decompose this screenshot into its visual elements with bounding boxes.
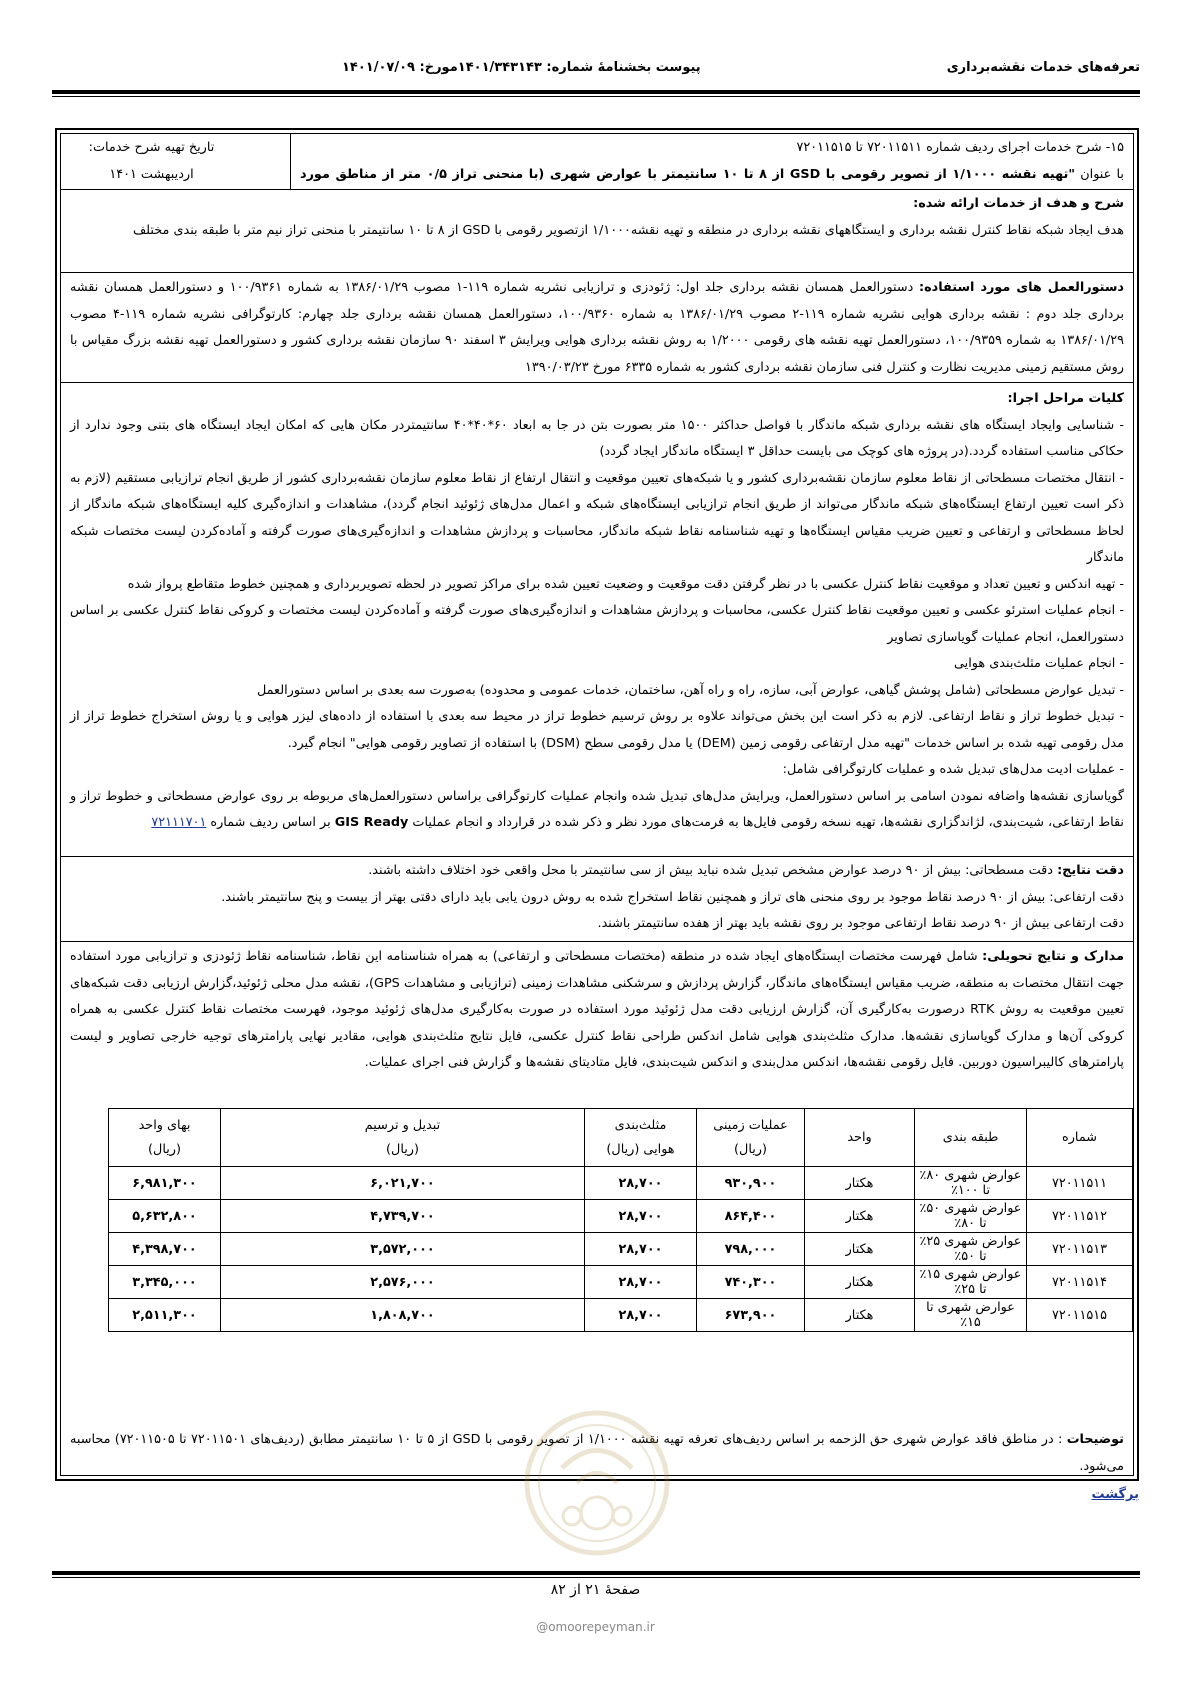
row-link[interactable]: ۷۲۱۱۱۷۰۱ — [151, 815, 207, 830]
cell-unit: هکتار — [805, 1299, 915, 1332]
header-aero — [585, 1109, 697, 1167]
cell-unit: هکتار — [805, 1167, 915, 1200]
step-item: - عملیات ادیت مدل‌های تبدیل شده و عملیات کارتوگرافی شامل: — [782, 762, 1124, 777]
circular-reference: پیوست بخشنامهٔ شماره: ۱۴۰۱/۳۴۳۱۴۳مورخ: ۱۴۰۱/۰۷/۰۹ — [342, 60, 701, 75]
site-address: @omoorepeyman.ir — [536, 1620, 655, 1634]
date-value: اردیبهشت ۱۴۰۱ — [109, 167, 194, 182]
accuracy-text: دقت مسطحاتی: بیش از ۹۰ درصد عوارض مشخص تبدیل شده نباید بیش از سی سانتیمتر با محل واقعی خود اختلاف داشته باشند. — [368, 863, 1058, 878]
step-item-cartography — [70, 784, 1124, 837]
table-row — [109, 1167, 1133, 1200]
cell-ground: ۶۷۳,۹۰۰ — [697, 1299, 805, 1332]
notes-text: : در مناطق فاقد عوارض شهری حق الزحمه بر اساس ردیف‌های تعرفه تهیه نقشه ۱/۱۰۰۰ از تصویر رقومی با GSD از ۵ تا ۱۰ سانتیمتر مطابق (ردیف‌های ۷۲۰۱۱۵۰۱ تا ۷۲۰۱۱۵۰۵) محاسبه می‌شود. — [70, 1431, 1124, 1474]
header-unit: واحد — [805, 1109, 915, 1167]
header-convert-line2: (ریال) — [386, 1141, 419, 1157]
step-item: - انجام عملیات استرئو عکسی و تعیین موقعیت نقاط کنترل عکسی، محاسبات و پردازش مشاهدات و اندازه‌گیری‌های صورت گرفته و آماده‌کردن لیست مختصات و کروکی نقاط کنترل عکسی بر اساس دستورالعمل، انجام عملیات گویاسازی تصاویر — [70, 603, 1124, 645]
cell-price: ۲,۵۱۱,۳۰۰ — [109, 1299, 221, 1332]
cell-ground: ۸۶۴,۴۰۰ — [697, 1200, 805, 1233]
service-title — [290, 134, 1133, 190]
cell-convert: ۲,۵۷۶,۰۰۰ — [221, 1266, 585, 1299]
notes-heading: توضیحات — [1066, 1431, 1124, 1447]
service-title-line2 — [300, 161, 1124, 190]
notes-paragraph — [70, 1426, 1124, 1480]
footer-rule — [52, 1571, 1140, 1575]
cell-price: ۴,۳۹۸,۷۰۰ — [109, 1233, 221, 1266]
table-row — [109, 1266, 1133, 1299]
cell-unit: هکتار — [805, 1266, 915, 1299]
header-price — [109, 1109, 221, 1167]
cell-code: ۷۲۰۱۱۵۱۵ — [1027, 1299, 1133, 1332]
page-number: صفحهٔ ۲۱ از ۸۲ — [550, 1582, 641, 1598]
cell-convert: ۴,۷۳۹,۷۰۰ — [221, 1200, 585, 1233]
cell-aero: ۲۸,۷۰۰ — [585, 1200, 697, 1233]
instructions-text: دستورالعمل همسان نقشه برداری جلد اول: ژئودزی و ترازیابی نشریه شماره ۱۱۹-۱ مصوب ۱۳۸۶/۰۱/۲۹ به شماره ۱۰۰/۹۳۶۱ و دستورالعمل همسان نقشه برداری جلد دوم : نقشه برداری هوایی نشریه شماره ۱۱۹-۲ مصوب ۱۳۸۶/۰۱/۲۹ به شماره ۱۰۰/۹۳۶۰، دستورالعمل همسان نقشه برداری جلد چهارم: کارتوگرافی نشریه شماره ۱۱۹-۴ مصوب ۱۳۸۶/۰۱/۲۹ به شماره ۱۰۰/۹۳۵۹، دستورالعمل تهیه نقشه های رقومی ۱/۲۰۰۰ به روش نقشه برداری هوایی ویرایش ۳ اسفند ۹۰ سازمان نقشه برداری کشور و دستورالعمل تهیه نقشه بزرگ مقیاس با روش مستقیم زمینی مدیریت نظارت و کنترل فنی سازمان نقشه برداری کشور به شماره ۶۳۳۵ مورخ ۱۳۹۰/۰۳/۲۳ — [70, 280, 1125, 375]
cell-unit: هکتار — [805, 1233, 915, 1266]
cell-class: عوارض شهری ۵۰٪ تا ۸۰٪ — [915, 1200, 1027, 1233]
accuracy-line: دقت ارتفاعی: بیش از ۹۰ درصد نقاط موجود بر روی منحنی های تراز و همچنین نقاط استخراج شده به روش درون یابی باید دارای دقتی بهتر از بیست و پنج سانتیمتر باشند. — [221, 889, 1124, 905]
table-row — [109, 1200, 1133, 1233]
step-item: - تهیه اندکس و تعیین تعداد و موقعیت نقاط کنترل عکسی با در نظر گرفتن دقت موقعیت و وضعیت تعیین شده برای مراکز تصویر در لحظه تصویربرداری و همچنین خطوط متقاطع پرواز شده — [127, 576, 1124, 592]
header-convert — [221, 1109, 585, 1167]
purpose-text: هدف ایجاد شبکه نقاط کنترل نقشه برداری و ایستگاههای نقشه برداری در منطقه و تهیه نقشه۱/۱۰۰۰ ازتصویر رقومی با GSD از ۸ تا ۱۰ سانتیمتر با منحنی تراز نیم متر با طبقه بندی مختلف — [132, 222, 1124, 238]
table-row — [109, 1233, 1133, 1266]
table-header-row — [109, 1109, 1133, 1167]
accuracy-heading: دقت نتایج: — [1057, 863, 1124, 878]
cell-price: ۵,۶۳۲,۸۰۰ — [109, 1200, 221, 1233]
cell-convert: ۳,۵۷۲,۰۰۰ — [221, 1233, 585, 1266]
header-price-line2: (ریال) — [148, 1141, 181, 1157]
cell-class: عوارض شهری تا ۱۵٪ — [915, 1299, 1027, 1332]
cell-code: ۷۲۰۱۱۵۱۴ — [1027, 1266, 1133, 1299]
header-class: طبقه بندی — [915, 1109, 1027, 1167]
document-title: تعرفه‌های خدمات نقشه‌برداری — [946, 60, 1140, 75]
cell-price: ۶,۹۸۱,۳۰۰ — [109, 1167, 221, 1200]
step-item: - تبدیل عوارض مسطحاتی (شامل پوشش گیاهی، عوارض آبی، سازه، راه و راه آهن، ساختمان، خدمات عمومی و محدوده) به‌صورت سه بعدی بر اساس دستورالعمل — [256, 682, 1124, 698]
header-ground-line2: (ریال) — [734, 1141, 767, 1157]
cell-code: ۷۲۰۱۱۵۱۲ — [1027, 1200, 1133, 1233]
header-rule-thin — [52, 96, 1140, 97]
step-item: - انجام عملیات مثلث‌بندی هوایی — [954, 656, 1124, 671]
deliverables-text: شامل فهرست مختصات ایستگاه‌های ایجاد شده در منطقه (مختصات مسطحاتی و ارتفاعی) به همراه شناسنامه این نقاط، شناسنامه نقاط ژئودزی و ترازیابی مورد استفاده جهت انتقال مختصات به منطقه، ضریب مقیاس ایستگاه‌های ماندگار، گزارش پردازش و سرشکنی مشاهدات زمینی (ترازیابی و مشاهدات GPS)، نقشه مدل محلی ژئوئید،گزارش ارزیابی دقت شبکه‌های تعیین موقعیت به روش RTK درصورت به‌کارگیری آن، گزارش ارزیابی دقت مدل ژئوئید مورد استفاده در صورت به‌کارگیری مدل‌های ژئوئید موجود، فهرست مختصات نقاط کنترل عکسی به همراه کروکی آن‌ها و مدارک گویاسازی نقشه‌ها. مدارک مثلث‌بندی هوایی شامل اندکس طراحی نقاط کنترل عکسی، فایل نتایج مثلث‌بندی هوایی، مقادیر نهایی پارامترهای توجیه خارجی تصاویر و لیست پارامترهای کالیبراسیون دوربین. فایل رقومی نقشه‌ها، اندکس مدل‌بندی و اندکس شیت‌بندی، فایل متادیتای نقشه‌ها و گزارش فنی اجرای عملیات. — [70, 949, 1124, 1070]
cell-convert: ۱,۸۰۸,۷۰۰ — [221, 1299, 585, 1332]
header-ground — [697, 1109, 805, 1167]
cell-ground: ۹۳۰,۹۰۰ — [697, 1167, 805, 1200]
cell-aero: ۲۸,۷۰۰ — [585, 1299, 697, 1332]
header-aero-line1: مثلث‌بندی — [614, 1117, 667, 1133]
cell-class: عوارض شهری ۱۵٪ تا ۲۵٪ — [915, 1266, 1027, 1299]
cell-ground: ۷۴۰,۳۰۰ — [697, 1266, 805, 1299]
service-description-box — [60, 133, 1134, 1476]
service-description-frame — [55, 128, 1139, 1481]
cell-aero: ۲۸,۷۰۰ — [585, 1233, 697, 1266]
header-ground-line1: عملیات زمینی — [713, 1117, 788, 1133]
cell-ground: ۷۹۸,۰۰۰ — [697, 1233, 805, 1266]
cell-unit: هکتار — [805, 1200, 915, 1233]
cartography-tail: بر اساس ردیف شماره — [206, 815, 335, 830]
header-convert-line1: تبدیل و ترسیم — [364, 1117, 441, 1133]
header-aero-line2: هوایی (ریال) — [606, 1141, 675, 1157]
service-title-bold: "تهیه نقشه ۱/۱۰۰۰ از تصویر رقومی با GSD از ۸ تا ۱۰ سانتیمتر با عوارض شهری (با منحنی تراز ۰/۵ متر از مناطق مورد — [300, 167, 1076, 182]
accuracy-line — [70, 858, 1124, 885]
instructions-paragraph — [70, 275, 1124, 381]
back-link[interactable]: برگشت — [1091, 1487, 1139, 1502]
cell-class: عوارض شهری ۸۰٪ تا ۱۰۰٪ — [915, 1167, 1027, 1200]
instructions-heading: دستورالعمل های مورد استفاده: — [918, 280, 1124, 295]
deliverables-heading: مدارک و نتایج تحویلی: — [982, 949, 1124, 964]
cartography-text: گویاسازی نقشه‌ها واضافه نمودن اسامی بر اساس دستورالعمل، ویرایش مدل‌های تبدیل شده وانجام عملیات کارتوگرافی براساس دستورالعمل‌های مربوطه بر روی عوارض مسطحاتی و خطوط تراز و نقاط ارتفاعی، شیت‌بندی، لژاندگزاری نقشه‌ها، تهیه نسخه رقومی فایل‌ها به فرمت‌های مورد نظر و ذکر شده در قرارداد و انجام عملیات — [70, 788, 1124, 830]
deliverables-section — [61, 942, 1133, 1108]
service-title-line1: ۱۵- شرح خدمات اجرای ردیف شماره ۷۲۰۱۱۵۱۱ تا ۷۲۰۱۱۵۱۵ — [796, 140, 1124, 155]
header-rule — [52, 90, 1140, 94]
deliverables-paragraph — [70, 944, 1124, 1077]
page-header — [52, 58, 1140, 82]
purpose-heading: شرح و هدف از خدمات ارائه شده: — [913, 196, 1124, 211]
preparation-date — [61, 134, 242, 190]
cell-class: عوارض شهری ۲۵٪ تا ۵۰٪ — [915, 1233, 1027, 1266]
header-code: شماره — [1027, 1109, 1133, 1167]
cell-price: ۳,۳۴۵,۰۰۰ — [109, 1266, 221, 1299]
service-title-prefix: با عنوان — [1075, 167, 1124, 182]
step-item: - شناسایی وایجاد ایستگاه های نقشه برداری شبکه ماندگار با فواصل حداکثر ۱۵۰۰ متر بصورت بتن در جا به ابعاد ۶۰*۴۰*۴۰ سانتیمتردر مکان هایی که امکان ایجاد ایستگاه های بتنی وجود ندارد از حکاکی مناسب استفاده گردد.(در پروژه های کوچک می بایست حداقل ۳ ایستگاه ماندگار ایجاد گردد) — [70, 417, 1124, 459]
purpose-section — [61, 190, 1133, 273]
title-row — [61, 134, 1133, 190]
rates-table — [108, 1108, 1133, 1332]
header-price-line1: بهای واحد — [138, 1117, 191, 1133]
steps-heading: کلیات مراحل اجرا: — [1007, 391, 1124, 406]
gis-ready-label: GIS Ready — [334, 815, 409, 830]
cell-aero: ۲۸,۷۰۰ — [585, 1266, 697, 1299]
notes-section — [61, 1413, 1133, 1475]
accuracy-line: دقت ارتفاعی بیش از ۹۰ درصد نقاط ارتفاعی موجود بر روی نقشه باید بهتر از هفده سانتیمتر باشند. — [597, 916, 1124, 931]
step-item: - انتقال مختصات مسطحاتی از نقاط معلوم سازمان نقشه‌برداری کشور و یا شبکه‌های تعیین موقعیت و انتقال ارتفاع از نقاط معلوم سازمان نقشه‌برداری کشور از طریق انجام ترازیابی مستقیم (لازم به ذکر است تعیین ارتفاع ایستگاه‌های شبکه ماندگار می‌تواند از طریق انجام ترازیابی ایستگاه‌های شبکه و اعمال مدل‌های ژئوئید انجام گردد)، مشاهدات و اندازه‌گیری کلیه ایستگاه‌های شبکه ماندگار از لحاظ مسطحاتی و ارتفاعی و تعیین ضریب مقیاس ایستگاه‌ها و تهیه شناسنامه نقاط شبکه ماندگار، محاسبات و پردازش مشاهدات و اندازه‌گیری‌های صورت گرفته و آماده‌کردن لیست مختصات شبکه ماندگار — [70, 470, 1124, 565]
accuracy-section — [61, 857, 1133, 942]
table-row — [109, 1299, 1133, 1332]
footer-rule-thin — [52, 1577, 1140, 1578]
instructions-section — [61, 273, 1133, 383]
cell-code: ۷۲۰۱۱۵۱۱ — [1027, 1167, 1133, 1200]
cell-aero: ۲۸,۷۰۰ — [585, 1167, 697, 1200]
step-item: - تبدیل خطوط تراز و نقاط ارتفاعی. لازم به ذکر است این بخش می‌تواند علاوه بر روش ترسیم خطوط تراز در محیط سه بعدی با استفاده از داده‌های لیزر هوایی و یا روش استخراج خطوط تراز از مدل رقومی تهیه شده بر اساس خدمات "تهیه مدل ارتفاعی رقومی زمین (DEM) یا مدل رقومی سطح (DSM) با استفاده از تصاویر رقومی هوایی" انجام گیرد. — [70, 709, 1124, 751]
cell-convert: ۶,۰۲۱,۷۰۰ — [221, 1167, 585, 1200]
cell-code: ۷۲۰۱۱۵۱۳ — [1027, 1233, 1133, 1266]
steps-section — [61, 383, 1133, 857]
date-label: تاریخ تهیه شرح خدمات: — [88, 140, 215, 155]
